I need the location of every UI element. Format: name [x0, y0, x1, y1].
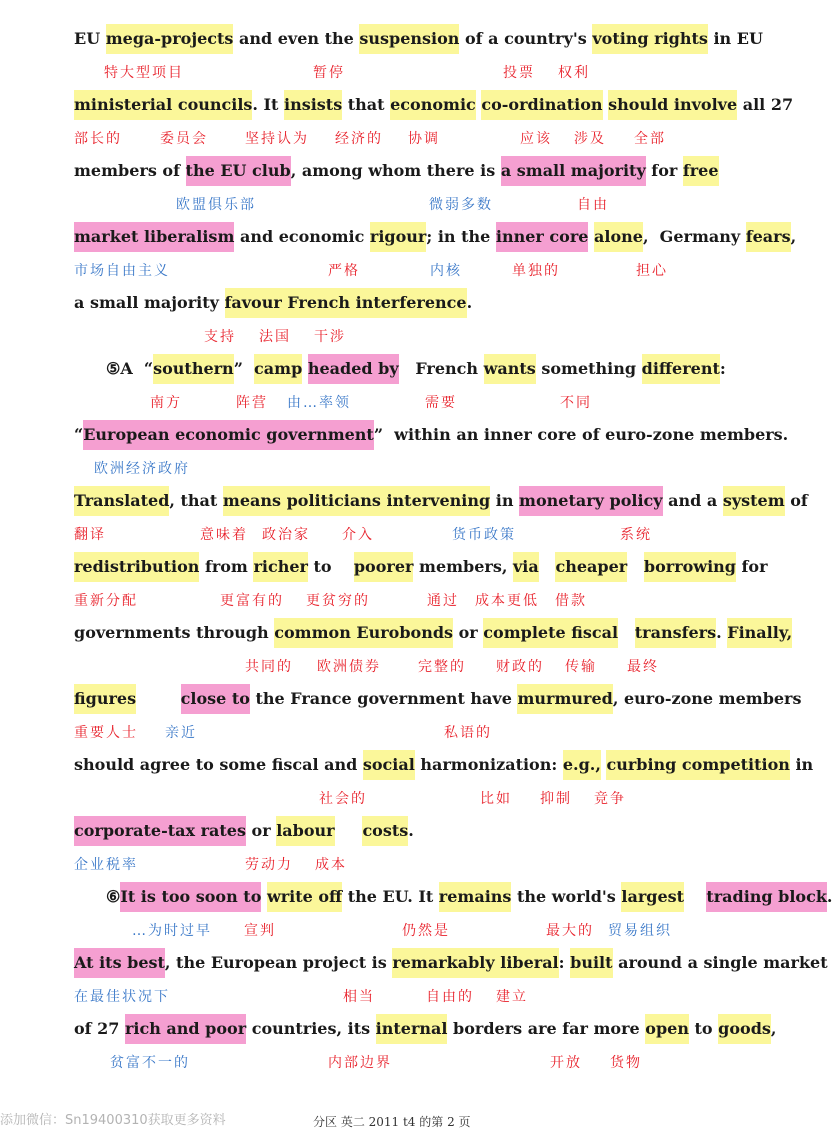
- chinese-gloss: 成本: [315, 857, 347, 873]
- highlighted-term: southern: [153, 354, 234, 384]
- text-line: [74, 948, 828, 978]
- highlighted-term: favour French interference: [225, 288, 467, 318]
- highlighted-term: remains: [439, 882, 512, 912]
- chinese-gloss: 介入: [342, 527, 374, 543]
- highlighted-term: mega-projects: [106, 24, 234, 54]
- text-segment: in: [789, 755, 814, 774]
- text-segment: the EU. It: [342, 887, 439, 906]
- chinese-gloss: 抑制: [540, 791, 572, 807]
- text-segment: .: [716, 623, 728, 642]
- text-segment: in EU: [707, 29, 763, 48]
- chinese-gloss: 建立: [496, 989, 528, 1005]
- text-segment: or: [245, 821, 277, 840]
- highlighted-term: the EU club: [186, 156, 291, 186]
- chinese-gloss: 欧洲债券: [317, 659, 381, 675]
- chinese-gloss: 政治家: [262, 527, 310, 543]
- highlighted-term: social: [363, 750, 415, 780]
- highlighted-term: murmured: [517, 684, 612, 714]
- text-segment: [627, 552, 644, 582]
- highlighted-term: voting rights: [592, 24, 708, 54]
- chinese-gloss: 更富有的: [220, 593, 284, 609]
- text-segment: , the European project is: [164, 953, 393, 972]
- chinese-gloss: 亲近: [165, 725, 197, 741]
- highlighted-term: largest: [621, 882, 684, 912]
- chinese-gloss: 社会的: [319, 791, 367, 807]
- chinese-gloss: 劳动力: [245, 857, 293, 873]
- text-line: [74, 222, 796, 252]
- highlighted-term: poorer: [354, 552, 414, 582]
- chinese-gloss: 最终: [627, 659, 659, 675]
- text-line: [74, 684, 802, 714]
- chinese-gloss: 完整的: [418, 659, 466, 675]
- chinese-gloss: 最大的: [546, 923, 594, 939]
- text-segment: .: [466, 293, 473, 312]
- highlighted-term: should involve: [608, 90, 737, 120]
- text-line: [74, 90, 793, 120]
- highlighted-term: market liberalism: [74, 222, 234, 252]
- text-segment: and a: [662, 491, 723, 510]
- chinese-gloss: 涉及: [574, 131, 606, 147]
- text-segment: [136, 684, 181, 714]
- text-segment: [684, 882, 706, 912]
- chinese-gloss: 通过: [427, 593, 459, 609]
- highlighted-term: means politicians intervening: [223, 486, 490, 516]
- text-segment: the France government have: [249, 689, 518, 708]
- chinese-gloss: 南方: [150, 395, 182, 411]
- text-segment: something: [535, 359, 642, 378]
- text-segment: should agree to some fiscal and: [74, 755, 363, 774]
- highlighted-term: complete fiscal: [483, 618, 618, 648]
- text-segment: in: [490, 491, 520, 510]
- chinese-gloss: 应该: [520, 131, 552, 147]
- text-line: [74, 288, 472, 318]
- highlighted-term: suspension: [359, 24, 459, 54]
- text-segment: EU: [74, 29, 106, 48]
- highlighted-term: Finally,: [727, 618, 792, 648]
- text-segment: ,: [770, 1019, 777, 1038]
- text-segment: . It: [252, 95, 284, 114]
- chinese-gloss: 翻译: [74, 527, 106, 543]
- chinese-gloss: 支持: [204, 329, 236, 345]
- text-line: [74, 552, 768, 582]
- chinese-gloss: 需要: [425, 395, 457, 411]
- highlighted-term: European economic government: [83, 420, 374, 450]
- text-segment: members of: [74, 161, 186, 180]
- chinese-gloss: 贫富不一的: [110, 1055, 190, 1071]
- chinese-gloss: 协调: [408, 131, 440, 147]
- chinese-gloss: 全部: [634, 131, 666, 147]
- highlighted-term: corporate-tax rates: [74, 816, 246, 846]
- highlighted-term: monetary policy: [519, 486, 663, 516]
- chinese-gloss: 企业税率: [74, 857, 138, 873]
- chinese-gloss: 干涉: [314, 329, 346, 345]
- chinese-gloss: 系统: [620, 527, 652, 543]
- text-segment: countries, its: [246, 1019, 376, 1038]
- chinese-gloss: 特大型项目: [104, 65, 184, 81]
- chinese-gloss: 坚持认为: [245, 131, 309, 147]
- text-segment: , euro-zone members: [612, 689, 802, 708]
- text-segment: [335, 816, 363, 846]
- chinese-gloss: 开放: [550, 1055, 582, 1071]
- text-segment: harmonization:: [414, 755, 563, 774]
- text-segment: or: [453, 623, 484, 642]
- highlighted-term: remarkably liberal: [392, 948, 558, 978]
- highlighted-term: common Eurobonds: [274, 618, 453, 648]
- text-segment: all 27: [737, 95, 794, 114]
- highlighted-term: labour: [276, 816, 334, 846]
- chinese-gloss: 竞争: [594, 791, 626, 807]
- highlighted-term: goods: [718, 1014, 771, 1044]
- chinese-gloss: 经济的: [335, 131, 383, 147]
- highlighted-term: a small majority: [501, 156, 646, 186]
- text-segment: :: [719, 359, 726, 378]
- highlighted-term: insists: [284, 90, 342, 120]
- chinese-gloss: 成本更低: [475, 593, 539, 609]
- chinese-gloss: 宣判: [244, 923, 276, 939]
- chinese-gloss: 重要人士: [74, 725, 138, 741]
- highlighted-term: ministerial councils: [74, 90, 252, 120]
- highlighted-term: different: [642, 354, 720, 384]
- highlighted-term: open: [645, 1014, 689, 1044]
- highlighted-term: close to: [181, 684, 250, 714]
- highlighted-term: richer: [253, 552, 308, 582]
- highlighted-term: camp: [254, 354, 302, 384]
- text-segment: ; in the: [426, 227, 496, 246]
- highlighted-term: economic: [390, 90, 476, 120]
- text-segment: a small majority: [74, 293, 225, 312]
- chinese-gloss: 微弱多数: [429, 197, 493, 213]
- chinese-gloss: 市场自由主义: [74, 263, 170, 279]
- text-segment: [618, 618, 635, 648]
- text-segment: , that: [169, 491, 223, 510]
- highlighted-term: via: [513, 552, 539, 582]
- text-line: [106, 882, 833, 912]
- chinese-gloss: 部长的: [74, 131, 122, 147]
- chinese-gloss: 欧盟俱乐部: [176, 197, 256, 213]
- text-segment: , Germany: [642, 227, 746, 246]
- highlighted-term: internal: [376, 1014, 448, 1044]
- highlighted-term: curbing competition: [606, 750, 789, 780]
- text-segment: borders are far more: [447, 1019, 646, 1038]
- text-segment: around a single market: [612, 953, 828, 972]
- text-segment: :: [558, 953, 571, 972]
- text-segment: the world's: [511, 887, 622, 906]
- chinese-gloss: 货币政策: [452, 527, 516, 543]
- highlighted-term: figures: [74, 684, 136, 714]
- chinese-gloss: 共同的: [245, 659, 293, 675]
- chinese-gloss: 内部边界: [328, 1055, 392, 1071]
- highlighted-term: rich and poor: [125, 1014, 246, 1044]
- text-line: [74, 1014, 776, 1044]
- text-segment: “: [74, 425, 84, 444]
- chinese-gloss: 不同: [560, 395, 592, 411]
- chinese-gloss: 委员会: [160, 131, 208, 147]
- highlighted-term: alone: [594, 222, 643, 252]
- highlighted-term: trading block: [706, 882, 827, 912]
- chinese-gloss: …为时过早: [132, 923, 212, 939]
- chinese-gloss: 自由: [577, 197, 609, 213]
- highlighted-term: fears: [746, 222, 791, 252]
- text-segment: ,: [790, 227, 797, 246]
- chinese-gloss: 在最佳状况下: [74, 989, 170, 1005]
- text-segment: of 27: [74, 1019, 125, 1038]
- highlighted-term: rigour: [370, 222, 426, 252]
- text-segment: and economic: [234, 227, 370, 246]
- text-segment: from: [199, 557, 254, 576]
- text-segment: ” within an inner core of euro-zone members.: [373, 425, 789, 444]
- text-line: [74, 24, 763, 54]
- highlighted-term: redistribution: [74, 552, 199, 582]
- highlighted-term: Translated: [74, 486, 169, 516]
- highlighted-term: borrowing: [644, 552, 736, 582]
- chinese-gloss: 传输: [565, 659, 597, 675]
- page-footer: 分区 英二 2011 t4 的第 2 页: [313, 1115, 471, 1129]
- chinese-gloss: 投票: [503, 65, 535, 81]
- chinese-gloss: 法国: [259, 329, 291, 345]
- text-segment: that: [342, 95, 391, 114]
- text-segment: members,: [413, 557, 513, 576]
- highlighted-term: cheaper: [555, 552, 627, 582]
- text-line: [74, 816, 414, 846]
- text-segment: ”: [233, 359, 255, 378]
- chinese-gloss: 暂停: [313, 65, 345, 81]
- highlighted-term: built: [570, 948, 612, 978]
- chinese-gloss: 自由的: [426, 989, 474, 1005]
- wechat-promo-text: 添加微信：Sn19400310获取更多资料: [0, 1113, 226, 1128]
- text-segment: French: [398, 359, 484, 378]
- chinese-gloss: 比如: [480, 791, 512, 807]
- text-line: [74, 420, 788, 450]
- highlighted-term: wants: [484, 354, 536, 384]
- text-segment: ⑥: [106, 887, 121, 906]
- highlighted-term: headed by: [308, 354, 399, 384]
- chinese-gloss: 内核: [430, 263, 462, 279]
- chinese-gloss: 借款: [555, 593, 587, 609]
- chinese-gloss: 更贫穷的: [306, 593, 370, 609]
- text-segment: for: [645, 161, 683, 180]
- chinese-gloss: 财政的: [496, 659, 544, 675]
- highlighted-term: free: [683, 156, 719, 186]
- highlighted-term: transfers: [635, 618, 716, 648]
- chinese-gloss: 货物: [610, 1055, 642, 1071]
- chinese-gloss: 由…率领: [287, 395, 351, 411]
- text-line: [74, 486, 808, 516]
- chinese-gloss: 阵营: [236, 395, 268, 411]
- text-line: [74, 156, 719, 186]
- chinese-gloss: 相当: [343, 989, 375, 1005]
- highlighted-term: At its best: [74, 948, 165, 978]
- text-segment: .: [826, 887, 833, 906]
- text-segment: of: [784, 491, 808, 510]
- text-segment: to: [688, 1019, 719, 1038]
- highlighted-term: It is too soon to: [120, 882, 261, 912]
- chinese-gloss: 私语的: [444, 725, 492, 741]
- highlighted-term: costs: [362, 816, 408, 846]
- chinese-gloss: 重新分配: [74, 593, 138, 609]
- chinese-gloss: 担心: [636, 263, 668, 279]
- text-segment: governments through: [74, 623, 275, 642]
- text-segment: ⑤A “: [106, 359, 154, 378]
- highlighted-term: write off: [267, 882, 342, 912]
- text-segment: to: [307, 557, 354, 576]
- text-segment: of a country's: [459, 29, 593, 48]
- text-line: [74, 618, 792, 648]
- chinese-gloss: 单独的: [512, 263, 560, 279]
- text-line: [74, 750, 813, 780]
- chinese-gloss: 严格: [328, 263, 360, 279]
- text-segment: [539, 552, 556, 582]
- text-segment: , among whom there is: [290, 161, 501, 180]
- highlighted-term: inner core: [496, 222, 589, 252]
- chinese-gloss: 欧洲经济政府: [94, 461, 190, 477]
- chinese-gloss: 意味着: [200, 527, 248, 543]
- text-segment: for: [735, 557, 768, 576]
- text-segment: and even the: [233, 29, 360, 48]
- highlighted-term: co-ordination: [481, 90, 602, 120]
- text-segment: .: [408, 821, 414, 840]
- highlighted-term: system: [723, 486, 785, 516]
- chinese-gloss: 仍然是: [402, 923, 450, 939]
- highlighted-term: e.g.,: [563, 750, 601, 780]
- chinese-gloss: 权利: [558, 65, 590, 81]
- text-line: [106, 354, 726, 384]
- chinese-gloss: 贸易组织: [608, 923, 672, 939]
